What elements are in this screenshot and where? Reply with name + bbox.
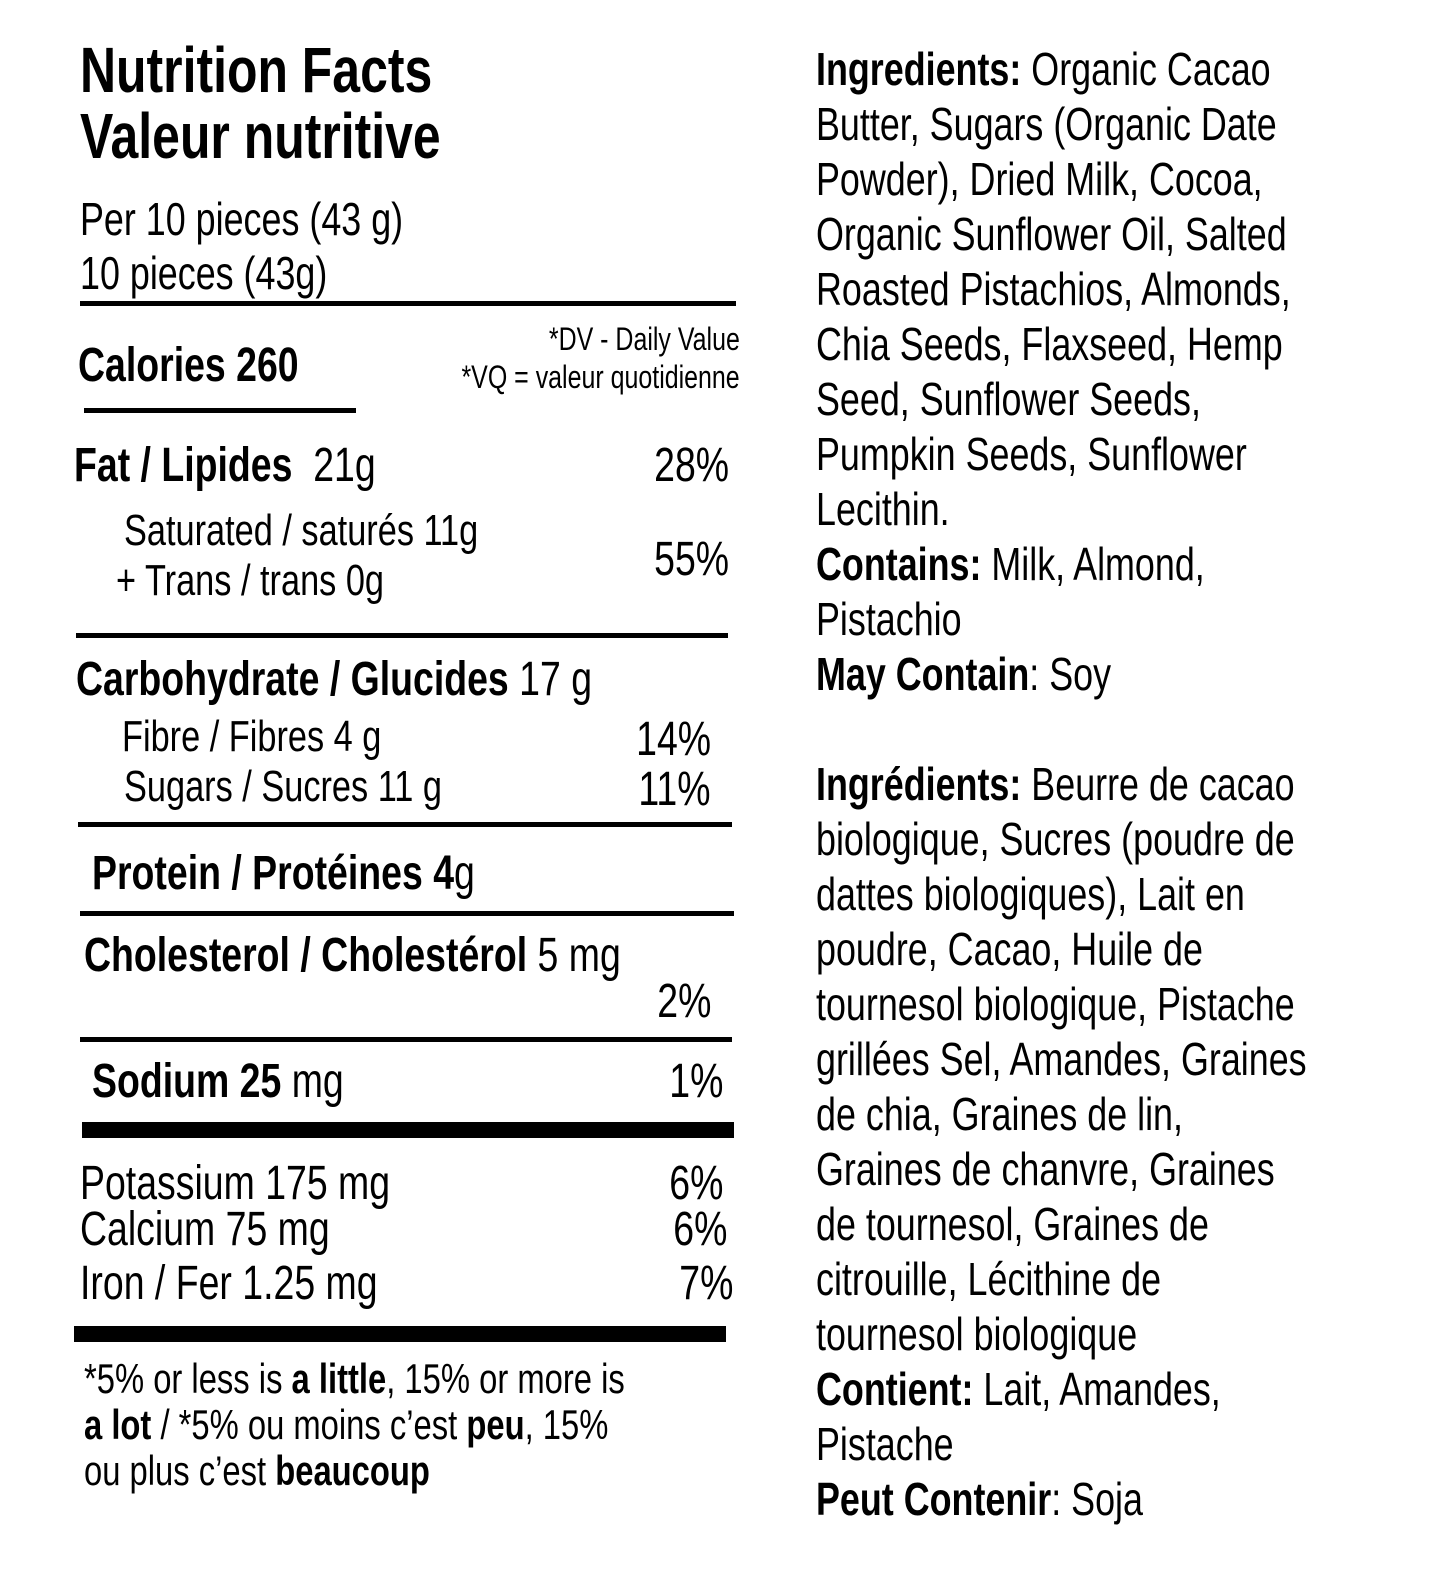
ingredients-en-line: Lecithin. xyxy=(816,483,950,535)
iron-percent: 7% xyxy=(678,1257,733,1310)
ingredients-en-line: Roasted Pistachios, Almonds, xyxy=(816,263,1291,315)
ingredients-fr-line: tournesol biologique xyxy=(816,1308,1138,1360)
ingredients-fr-line: citrouille, Lécithine de xyxy=(816,1253,1162,1305)
divider-thick-2 xyxy=(74,1326,726,1342)
ingredients-fr-line: poudre, Cacao, Huile de xyxy=(816,923,1203,975)
divider-cholesterol xyxy=(80,1037,732,1042)
divider-fat xyxy=(76,633,728,638)
ingredients-en-line: Seed, Sunflower Seeds, xyxy=(816,373,1201,425)
potassium-percent: 6% xyxy=(668,1157,723,1210)
calcium-row: Calcium 75 mg xyxy=(80,1203,330,1256)
trans-row: + Trans / trans 0g xyxy=(116,556,385,605)
spacer xyxy=(816,702,1445,757)
fibre-percent: 14% xyxy=(636,713,711,766)
sugars-percent: 11% xyxy=(638,763,711,816)
ingredients-fr-line: de chia, Graines de lin, xyxy=(816,1088,1183,1140)
sugars-row: Sugars / Sucres 11 g xyxy=(124,762,442,811)
saturated-percent: 55% xyxy=(654,533,729,586)
serving-size-1: Per 10 pieces (43 g) xyxy=(80,193,404,245)
cholesterol-row: Cholesterol / Cholestérol 5 mg xyxy=(84,929,621,982)
calories: Calories 260 xyxy=(78,339,299,392)
ingredients-fr-line: tournesol biologique, Pistache xyxy=(816,978,1295,1030)
ingredients-en-line: Organic Sunflower Oil, Salted xyxy=(816,208,1287,260)
fibre-row: Fibre / Fibres 4 g xyxy=(122,712,382,761)
ingredients-fr-line: grillées Sel, Amandes, Graines xyxy=(816,1033,1307,1085)
may-contain-fr: Peut Contenir: Soja xyxy=(816,1473,1143,1525)
footnote-line-3: ou plus c’est beaucoup xyxy=(84,1447,430,1494)
title-fr: Valeur nutritive xyxy=(80,100,441,172)
contains-en-cont: Pistachio xyxy=(816,593,962,645)
footnote-line-2: a lot / *5% ou moins c’est peu, 15% xyxy=(84,1401,609,1448)
may-contain-en: May Contain: Soy xyxy=(816,648,1112,700)
fat-row: Fat / Lipides 21g xyxy=(74,439,376,492)
ingredients-fr-line: biologique, Sucres (poudre de xyxy=(816,813,1295,865)
sodium-percent: 1% xyxy=(668,1055,723,1108)
divider-carbs xyxy=(78,822,732,827)
divider-thick-1 xyxy=(82,1122,734,1138)
ingredients-en xyxy=(816,42,1445,702)
dv-note-1: *DV - Daily Value xyxy=(549,321,740,357)
potassium-row: Potassium 175 mg xyxy=(80,1157,391,1210)
serving-size-2: 10 pieces (43g) xyxy=(80,247,328,299)
ingredients-en-line: Butter, Sugars (Organic Date xyxy=(816,98,1277,150)
ingredients-panel xyxy=(816,42,1445,1527)
ingredients-fr-line: Graines de chanvre, Graines xyxy=(816,1143,1275,1195)
ingredients-en-line: Ingredients: Organic Cacao xyxy=(816,43,1271,95)
title-en: Nutrition Facts xyxy=(80,34,433,106)
divider-protein xyxy=(80,911,734,916)
carbohydrate-row: Carbohydrate / Glucides 17 g xyxy=(76,653,593,706)
fat-percent: 28% xyxy=(654,439,729,492)
ingredients-fr-line: dattes biologiques), Lait en xyxy=(816,868,1245,920)
calcium-percent: 6% xyxy=(672,1203,727,1256)
contains-fr: Contient: Lait, Amandes, xyxy=(816,1363,1221,1415)
contains-en: Contains: Milk, Almond, xyxy=(816,538,1205,590)
divider-serving xyxy=(80,301,736,306)
footnote-line-1: *5% or less is a little, 15% or more is xyxy=(84,1355,625,1402)
divider-calories xyxy=(84,408,356,413)
cholesterol-percent: 2% xyxy=(656,975,711,1028)
ingredients-fr xyxy=(816,757,1445,1527)
ingredients-en-line: Powder), Dried Milk, Cocoa, xyxy=(816,153,1263,205)
ingredients-en-line: Pumpkin Seeds, Sunflower xyxy=(816,428,1247,480)
protein-row: Protein / Protéines 4g xyxy=(92,847,475,900)
ingredients-fr-line: de tournesol, Graines de xyxy=(816,1198,1209,1250)
iron-row: Iron / Fer 1.25 mg xyxy=(80,1257,378,1310)
ingredients-fr-line: Ingrédients: Beurre de cacao xyxy=(816,758,1295,810)
contains-fr-cont: Pistache xyxy=(816,1418,954,1470)
dv-note-2: *VQ = valeur quotidienne xyxy=(461,359,740,395)
sodium-row: Sodium 25 mg xyxy=(92,1055,344,1108)
ingredients-en-line: Chia Seeds, Flaxseed, Hemp xyxy=(816,318,1283,370)
saturated-row: Saturated / saturés 11g xyxy=(124,506,479,555)
